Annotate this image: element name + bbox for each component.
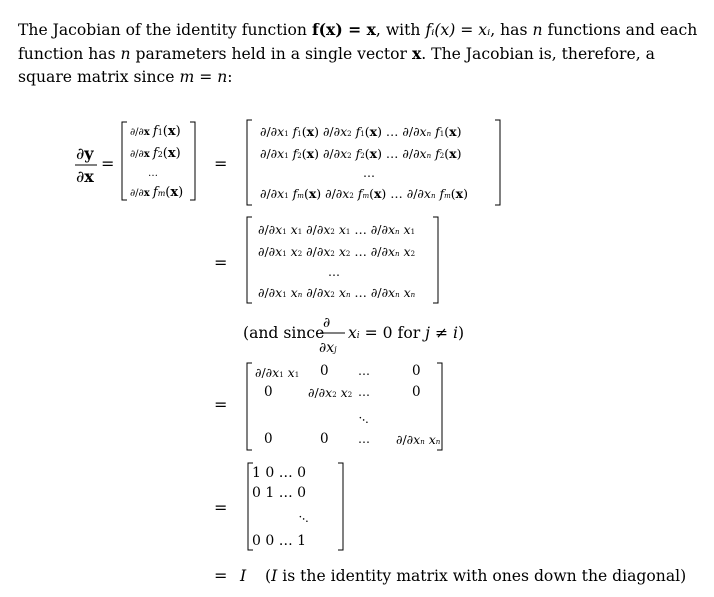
jacobian-matrix-2 — [214, 217, 438, 303]
identity-matrix — [214, 463, 343, 550]
bracket-right-4 — [437, 363, 442, 450]
bracket-right-2 — [495, 120, 500, 205]
bracket-right-5 — [338, 463, 343, 550]
j1-dots: … — [363, 166, 375, 180]
j1-row1: ∂/∂x1 f1(x) ∂/∂x2 f1(x) … ∂/∂xn f1(x) — [260, 124, 462, 139]
intro-text-5: parameters held in a single vector — [130, 45, 412, 63]
grad-dots: … — [148, 168, 158, 179]
bracket-right-3 — [433, 217, 438, 303]
equals-6: = — [214, 566, 228, 585]
bracket-right-1 — [190, 122, 195, 200]
intro-text-2: , with — [375, 21, 426, 39]
and-since-remark — [243, 315, 464, 356]
id-row1: 1 0 … 0 — [252, 465, 307, 481]
bracket-left-3 — [247, 217, 252, 303]
id-rown: 0 0 … 1 — [252, 533, 307, 549]
diag-23: … — [358, 385, 370, 399]
intro-colon: : — [227, 68, 233, 86]
grad-rowm: ∂/∂x fm(x) — [130, 185, 184, 200]
diag-12: 0 — [320, 363, 329, 379]
intro-n-2: n — [120, 45, 131, 63]
bracket-left-1 — [122, 122, 127, 200]
diag-24: 0 — [412, 384, 421, 400]
equals-2: = — [214, 154, 228, 173]
final-I: I — [240, 567, 247, 585]
j2-row1: ∂/∂x1 x1 ∂/∂x2 x1 … ∂/∂xn x1 — [258, 222, 416, 237]
final-note: (I is the identity matrix with ones down the diagonal) — [265, 567, 687, 585]
and-since-partial-top: ∂ — [323, 315, 331, 331]
grad-row1: ∂/∂x f1(x) — [130, 124, 181, 139]
diag-n3: … — [358, 432, 370, 446]
diag-n1: 0 — [264, 431, 273, 447]
diag-21: 0 — [264, 384, 273, 400]
grad-row2: ∂/∂x f2(x) — [130, 146, 181, 161]
intro-math-f: f(x) = x — [311, 20, 376, 39]
jacobian-matrix-1 — [247, 120, 500, 205]
equals-3: = — [214, 253, 228, 272]
diag-n2: 0 — [320, 431, 329, 447]
j2-row2: ∂/∂x1 x2 ∂/∂x2 x2 … ∂/∂xn x2 — [258, 244, 416, 259]
diag-13: … — [358, 364, 370, 378]
j1-row2: ∂/∂x1 f2(x) ∂/∂x2 f2(x) … ∂/∂xn f2(x) — [260, 146, 462, 161]
j1-rowm: ∂/∂x1 fm(x) ∂/∂x2 fm(x) … ∂/∂xn fm(x) — [260, 186, 468, 201]
lhs-dy-dx — [75, 144, 114, 186]
j2-dots: … — [328, 265, 340, 279]
intro-text-6: . The Jacobian is, therefore, a square matrix since — [18, 45, 655, 86]
lhs-partial-top: ∂y — [76, 144, 94, 163]
lhs-partial-bottom: ∂x — [76, 167, 94, 186]
diag-14: 0 — [412, 363, 421, 379]
id-ddots: … — [296, 506, 315, 526]
intro-math-fi: fᵢ(x) = xᵢ — [425, 21, 491, 39]
id-row2: 0 1 … 0 — [252, 485, 307, 501]
equals-5: = — [214, 498, 228, 517]
intro-text-3: , has — [490, 21, 533, 39]
intro-mn: m = n — [179, 68, 228, 86]
and-since-rest: xi = 0 for j ≠ i) — [348, 324, 465, 342]
diag-nn: ∂/∂xn xn — [396, 432, 441, 447]
final-line — [214, 566, 686, 585]
gradient-vector — [122, 122, 227, 200]
intro-text-1: The Jacobian of the identity function — [18, 21, 312, 39]
and-since-prefix: (and since — [243, 324, 325, 342]
j2-rown: ∂/∂x1 xn ∂/∂x2 xn … ∂/∂xn xn — [258, 285, 416, 300]
intro-text-4: functions and each function has — [18, 21, 698, 63]
diag-22: ∂/∂x2 x2 — [308, 385, 353, 400]
intro-n-1: n — [532, 21, 543, 39]
equals-4: = — [214, 395, 228, 414]
diagonal-matrix — [214, 363, 442, 450]
diag-ddots: … — [356, 407, 375, 427]
bracket-left-2 — [247, 120, 252, 205]
and-since-partial-bottom: ∂xj — [319, 340, 337, 356]
bracket-left-4 — [247, 363, 252, 450]
diag-11: ∂/∂x1 x1 — [255, 365, 300, 380]
equals-1: = — [101, 154, 115, 173]
intro-x: x — [411, 44, 422, 63]
